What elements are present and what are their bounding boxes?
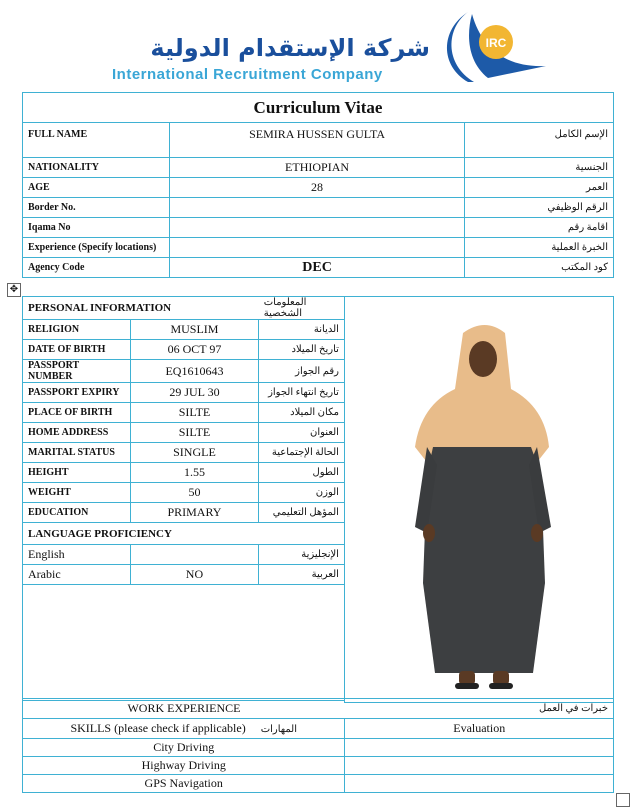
skills-label-arabic: المهارات (260, 724, 297, 735)
label-iqama-no: Iqama No (23, 218, 170, 238)
value-height: 1.55 (130, 463, 259, 483)
skill-city-driving: City Driving (23, 739, 345, 757)
personal-info-heading: PERSONAL INFORMATION (23, 297, 259, 320)
svg-text:IRC: IRC (485, 36, 507, 50)
label-height: HEIGHT (23, 463, 131, 483)
arabic-marital-status: الحالة الإجتماعية (259, 443, 345, 463)
label-passport-number: PASSPORT NUMBER (23, 360, 131, 383)
skills-label-cell (23, 719, 345, 739)
label-full-name: FULL NAME (23, 123, 170, 158)
value-iqama-no (169, 218, 464, 238)
personal-info-table (22, 296, 614, 703)
arabic-full-name: الإسم الكامل (465, 123, 614, 158)
value-home-address: SILTE (130, 423, 259, 443)
logo-english-name: International Recruitment Company (112, 66, 383, 83)
personal-info-heading-arabic: المعلومات الشخصية (259, 297, 345, 320)
value-passport-number: EQ1610643 (130, 360, 259, 383)
value-age: 28 (169, 178, 464, 198)
label-marital-status: MARITAL STATUS (23, 443, 131, 463)
label-place-of-birth: PLACE OF BIRTH (23, 403, 131, 423)
work-experience-arabic: خبرات في العمل (345, 699, 614, 719)
arabic-arabic: العربية (259, 565, 345, 585)
value-passport-expiry: 29 JUL 30 (130, 383, 259, 403)
eval-gps-navigation (345, 775, 614, 793)
skills-table (22, 698, 614, 793)
company-logo (110, 6, 550, 86)
value-experience (169, 238, 464, 258)
skills-label: SKILLS (please check if applicable) (70, 721, 246, 735)
arabic-weight: الوزن (259, 483, 345, 503)
evaluation-label: Evaluation (345, 719, 614, 739)
label-nationality: NATIONALITY (23, 158, 170, 178)
label-english: English (23, 545, 131, 565)
applicant-photo (345, 297, 613, 697)
arabic-border-no: الرقم الوظيفي (465, 198, 614, 218)
label-home-address: HOME ADDRESS (23, 423, 131, 443)
label-age: AGE (23, 178, 170, 198)
arabic-passport-expiry: تاريخ انتهاء الجواز (259, 383, 345, 403)
arabic-passport-number: رقم الجواز (259, 360, 345, 383)
value-nationality: ETHIOPIAN (169, 158, 464, 178)
value-place-of-birth: SILTE (130, 403, 259, 423)
logo-arabic-name: شركة الإستقدام الدولية (150, 34, 430, 62)
arabic-education: المؤهل التعليمي (259, 503, 345, 523)
value-border-no (169, 198, 464, 218)
blank-area (23, 585, 345, 701)
photo-cell (344, 297, 613, 703)
eval-highway-driving (345, 757, 614, 775)
label-weight: WEIGHT (23, 483, 131, 503)
eval-city-driving (345, 739, 614, 757)
arabic-iqama-no: اقامة رقم (465, 218, 614, 238)
value-religion: MUSLIM (130, 320, 259, 340)
arabic-date-of-birth: تاريخ الميلاد (259, 340, 345, 360)
skill-highway-driving: Highway Driving (23, 757, 345, 775)
value-agency-code: DEC (169, 258, 464, 278)
label-passport-expiry: PASSPORT EXPIRY (23, 383, 131, 403)
arabic-nationality: الجنسية (465, 158, 614, 178)
work-experience-label: WORK EXPERIENCE (23, 699, 345, 719)
value-date-of-birth: 06 OCT 97 (130, 340, 259, 360)
label-arabic: Arabic (23, 565, 131, 585)
label-agency-code: Agency Code (23, 258, 170, 278)
label-religion: RELIGION (23, 320, 131, 340)
arabic-religion: الديانة (259, 320, 345, 340)
header-table (22, 92, 614, 278)
label-border-no: Border No. (23, 198, 170, 218)
skill-gps-navigation: GPS Navigation (23, 775, 345, 793)
arabic-english: الإنجليزية (259, 545, 345, 565)
arabic-agency-code: كود المكتب (465, 258, 614, 278)
arabic-place-of-birth: مكان الميلاد (259, 403, 345, 423)
value-arabic: NO (130, 565, 259, 585)
arabic-age: العمر (465, 178, 614, 198)
document-title: Curriculum Vitae (23, 93, 614, 123)
value-weight: 50 (130, 483, 259, 503)
label-date-of-birth: DATE OF BIRTH (23, 340, 131, 360)
logo-emblem-icon (438, 6, 550, 86)
value-education: PRIMARY (130, 503, 259, 523)
language-heading: LANGUAGE PROFICIENCY (23, 523, 345, 545)
value-marital-status: SINGLE (130, 443, 259, 463)
arabic-home-address: العنوان (259, 423, 345, 443)
arabic-experience: الخبرة العملية (465, 238, 614, 258)
label-experience: Experience (Specify locations) (23, 238, 170, 258)
label-education: EDUCATION (23, 503, 131, 523)
value-full-name: SEMIRA HUSSEN GULTA (169, 123, 464, 158)
table-resize-handle[interactable] (616, 793, 630, 807)
value-english (130, 545, 259, 565)
arabic-height: الطول (259, 463, 345, 483)
table-move-handle[interactable]: ✥ (7, 283, 21, 297)
